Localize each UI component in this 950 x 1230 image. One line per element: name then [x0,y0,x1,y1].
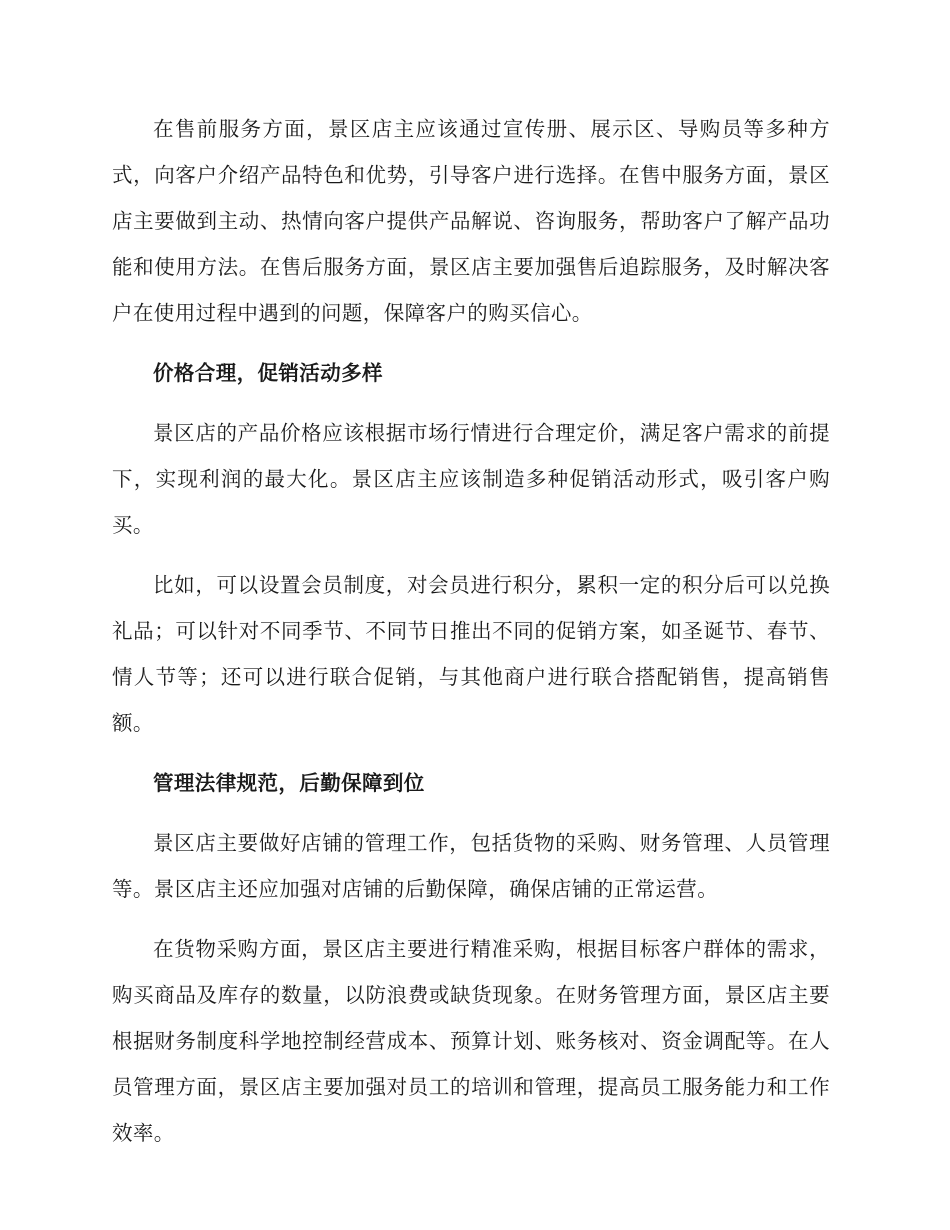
paragraph-gap [112,746,830,760]
paragraph-gap [112,396,830,410]
paragraph-gap [112,912,830,926]
paragraph-gap [112,806,830,820]
section-heading-management: 管理法律规范，后勤保障到位 [153,771,425,795]
section-heading-pricing: 价格合理，促销活动多样 [153,361,383,385]
paragraph-presale-service: 在售前服务方面，景区店主应该通过宣传册、展示区、导购员等多种方式，向客户介绍产品特色和优势，引导客户进行选择。在售中服务方面，景区店主要做到主动、热情向客户提供产品解说、咨询服务，帮助客户了解产品功能和使用方法。在售后服务方面，景区店主要加强售后追踪服务，及时解决客户在使用过程中遇到的问题，保障客户的购买信心。 [112,117,830,325]
paragraph-gap [112,548,830,562]
paragraph-pricing: 景区店的产品价格应该根据市场行情进行合理定价，满足客户需求的前提下，实现利润的最大化。景区店主应该制造多种促销活动形式，吸引客户购买。 [112,421,830,537]
paragraph-gap [112,336,830,350]
paragraph-management: 景区店主要做好店铺的管理工作，包括货物的采购、财务管理、人员管理等。景区店主还应加强对店铺的后勤保障，确保店铺的正常运营。 [112,831,830,901]
document-page [112,106,830,1156]
paragraph-procurement-finance-staff: 在货物采购方面，景区店主要进行精准采购，根据目标客户群体的需求，购买商品及库存的数量，以防浪费或缺货现象。在财务管理方面，景区店主要根据财务制度科学地控制经营成本、预算计划、账务核对、资金调配等。在人员管理方面，景区店主要加强对员工的培训和管理，提高员工服务能力和工作效率。 [112,937,830,1145]
paragraph-promotion-examples: 比如，可以设置会员制度，对会员进行积分，累积一定的积分后可以兑换礼品；可以针对不同季节、不同节日推出不同的促销方案，如圣诞节、春节、情人节等；还可以进行联合促销，与其他商户进行联合搭配销售，提高销售额。 [112,573,830,735]
